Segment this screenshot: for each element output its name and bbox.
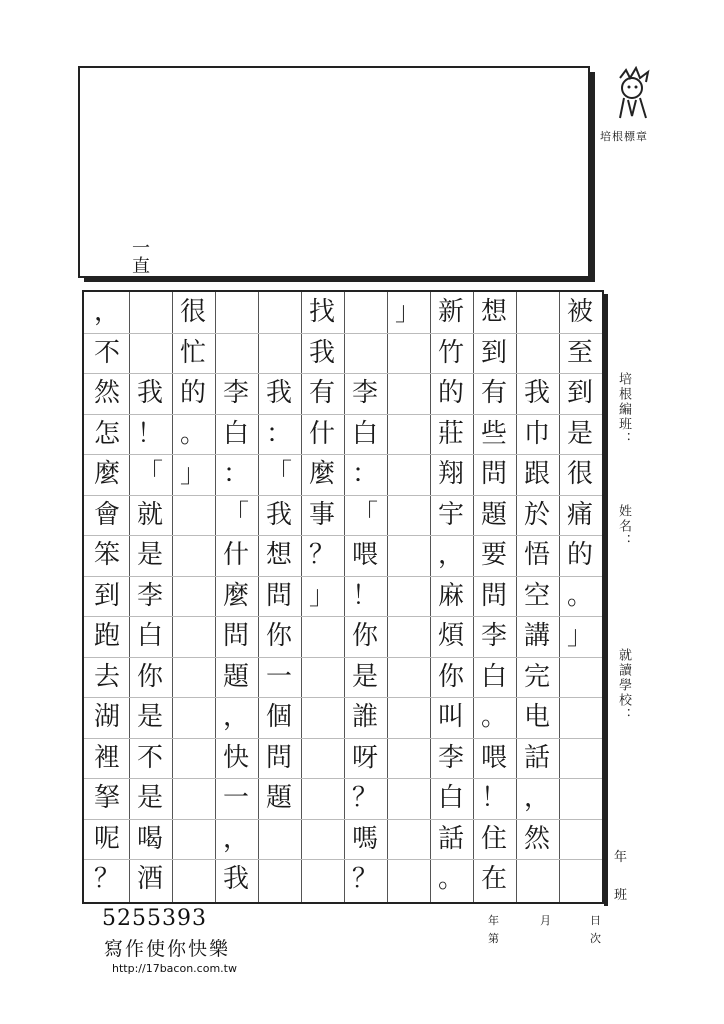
grid-cell <box>172 576 214 617</box>
order-prefix-label: 第 <box>488 932 499 945</box>
grid-cell: 」 <box>308 580 335 611</box>
row-divider <box>84 657 602 658</box>
grid-cell: 到 <box>480 337 507 368</box>
essay-column <box>172 292 214 900</box>
grid-cell: 莊 <box>437 418 464 449</box>
grid-cell: 煩 <box>437 621 464 652</box>
grid-cell: 我 <box>222 864 249 895</box>
grid-cell <box>172 616 214 657</box>
grid-cell <box>387 373 429 414</box>
row-divider <box>84 819 602 820</box>
grid-cell: 李 <box>351 378 378 409</box>
grid-cell: 被 <box>566 297 593 328</box>
grid-cell: ： <box>351 459 378 490</box>
grid-cell <box>344 333 386 374</box>
grid-cell: 個 <box>265 702 292 733</box>
grid-cell: 事 <box>308 499 335 530</box>
grid-cell: 拏 <box>93 783 120 814</box>
grid-cell: 在 <box>480 864 507 895</box>
bacon-stamp-icon <box>610 66 658 122</box>
grid-cell: 白 <box>437 783 464 814</box>
row-divider <box>84 454 602 455</box>
top-note-box <box>78 66 590 278</box>
margin-note: 一直 <box>129 238 150 274</box>
essay-column <box>430 292 472 900</box>
grid-cell: 李 <box>136 580 163 611</box>
grid-cell: 我 <box>308 337 335 368</box>
grid-cell: 於 <box>523 499 550 530</box>
grid-cell: 我 <box>265 499 292 530</box>
grid-cell <box>387 616 429 657</box>
grid-cell <box>559 657 601 698</box>
grid-cell: 」 <box>566 621 593 652</box>
grid-cell: 至 <box>566 337 593 368</box>
grid-cell: 白 <box>136 621 163 652</box>
grid-cell: ， <box>523 783 550 814</box>
grid-cell: 怎 <box>93 418 120 449</box>
grid-cell <box>301 859 343 900</box>
grid-cell: ！ <box>480 783 507 814</box>
grid-cell <box>172 495 214 536</box>
grid-cell: 一 <box>265 661 292 692</box>
grid-cell: 悟 <box>523 540 550 571</box>
row-divider <box>84 495 602 496</box>
grid-cell: ： <box>222 459 249 490</box>
grid-cell <box>559 738 601 779</box>
essay-column <box>473 292 515 900</box>
grid-cell: 翔 <box>437 459 464 490</box>
grid-cell <box>516 859 558 900</box>
grid-cell: 題 <box>265 783 292 814</box>
row-divider <box>84 333 602 334</box>
grid-cell: 的 <box>179 378 206 409</box>
grid-cell <box>215 333 257 374</box>
grid-cell: 些 <box>480 418 507 449</box>
grid-cell <box>301 697 343 738</box>
grid-cell: 問 <box>265 742 292 773</box>
grid-cell <box>129 333 171 374</box>
grid-cell: 是 <box>566 418 593 449</box>
grid-cell: 快 <box>222 742 249 773</box>
grid-cell: 「 <box>351 499 378 530</box>
grid-cell: 湖 <box>93 702 120 733</box>
essay-column <box>129 292 171 900</box>
name-label: 姓名： <box>616 504 631 549</box>
grid-cell: 「 <box>136 459 163 490</box>
grid-cell: 麻 <box>437 580 464 611</box>
grid-cell: 我 <box>523 378 550 409</box>
grid-cell <box>387 697 429 738</box>
essay-column <box>387 292 429 900</box>
grid-cell: 講 <box>523 621 550 652</box>
grid-cell: 很 <box>179 297 206 328</box>
grid-cell: 的 <box>437 378 464 409</box>
grid-cell: 「 <box>222 499 249 530</box>
grid-cell <box>387 454 429 495</box>
grid-cell <box>258 292 300 333</box>
grid-cell: 話 <box>437 823 464 854</box>
grid-cell: 嗎 <box>351 823 378 854</box>
grid-cell: 要 <box>480 540 507 571</box>
grid-cell: 喝 <box>136 823 163 854</box>
row-divider <box>84 859 602 860</box>
row-divider <box>84 576 602 577</box>
grid-cell: 然 <box>93 378 120 409</box>
grid-cell: ， <box>222 823 249 854</box>
grid-cell: ？ <box>93 864 120 895</box>
grid-cell <box>344 292 386 333</box>
grid-cell: 笨 <box>93 540 120 571</box>
grid-cell: 白 <box>351 418 378 449</box>
grid-cell: 麼 <box>222 580 249 611</box>
grid-cell: 找 <box>308 297 335 328</box>
grid-cell: 是 <box>136 783 163 814</box>
grid-cell: 李 <box>480 621 507 652</box>
grid-cell: 白 <box>480 661 507 692</box>
grid-cell: 你 <box>136 661 163 692</box>
grid-cell: 一 <box>222 783 249 814</box>
grid-cell: ： <box>265 418 292 449</box>
grid-cell: 到 <box>566 378 593 409</box>
grid-cell: 是 <box>136 702 163 733</box>
essay-column <box>344 292 386 900</box>
order-suffix-label: 次 <box>590 932 601 945</box>
grid-shadow-right <box>604 294 608 906</box>
grid-cell: 」 <box>179 459 206 490</box>
grid-cell: 就 <box>136 499 163 530</box>
grid-cell <box>387 657 429 698</box>
grid-cell: 是 <box>351 661 378 692</box>
grid-cell <box>215 292 257 333</box>
grid-cell: 去 <box>93 661 120 692</box>
grid-cell: 宇 <box>437 499 464 530</box>
grid-cell: 問 <box>265 580 292 611</box>
grid-cell <box>387 495 429 536</box>
grid-cell <box>387 819 429 860</box>
grid-cell <box>516 292 558 333</box>
class-suffix-label: 班 <box>614 888 628 903</box>
grid-cell: 」 <box>394 297 421 328</box>
grid-cell <box>387 859 429 900</box>
grid-cell: ？ <box>308 540 335 571</box>
grid-cell <box>387 738 429 779</box>
grid-cell <box>301 778 343 819</box>
grid-cell <box>172 657 214 698</box>
grid-cell: 你 <box>437 661 464 692</box>
grid-cell: 麼 <box>93 459 120 490</box>
row-divider <box>84 697 602 698</box>
grid-cell: 住 <box>480 823 507 854</box>
grid-cell <box>258 859 300 900</box>
grid-cell <box>387 576 429 617</box>
date-year-label: 年 <box>488 914 499 927</box>
class-label: 培根編班： <box>616 372 631 447</box>
grid-cell <box>387 535 429 576</box>
grid-cell: 不 <box>136 742 163 773</box>
grid-cell <box>172 778 214 819</box>
grid-cell <box>258 333 300 374</box>
grid-cell: ？ <box>351 864 378 895</box>
row-divider <box>84 778 602 779</box>
grid-cell: 的 <box>566 540 593 571</box>
essay-column <box>215 292 257 900</box>
grid-cell: 是 <box>136 540 163 571</box>
grid-cell: 电 <box>523 702 550 733</box>
grid-cell: 誰 <box>351 702 378 733</box>
grid-cell: 叫 <box>437 702 464 733</box>
grid-cell: 喂 <box>480 742 507 773</box>
top-box-shadow-bottom <box>84 278 595 282</box>
date-day-label: 日 <box>590 914 601 927</box>
year-label: 年 <box>614 850 628 865</box>
grid-cell: 想 <box>480 297 507 328</box>
grid-cell: 題 <box>480 499 507 530</box>
grid-cell: 你 <box>265 621 292 652</box>
stamp-label: 培根標章 <box>600 130 648 143</box>
grid-cell: 我 <box>265 378 292 409</box>
grid-cell <box>559 819 601 860</box>
grid-cell: 酒 <box>136 864 163 895</box>
grid-cell: 痛 <box>566 499 593 530</box>
school-label: 就讀學校： <box>616 648 631 723</box>
row-divider <box>84 738 602 739</box>
grid-cell: 巾 <box>523 418 550 449</box>
essay-column <box>86 292 128 900</box>
grid-cell <box>516 333 558 374</box>
grid-cell: 會 <box>93 499 120 530</box>
grid-cell: 什 <box>222 540 249 571</box>
grid-cell <box>172 859 214 900</box>
grid-cell: 裡 <box>93 742 120 773</box>
grid-cell: 問 <box>222 621 249 652</box>
row-divider <box>84 373 602 374</box>
grid-cell: ！ <box>136 418 163 449</box>
grid-cell: 你 <box>351 621 378 652</box>
essay-column <box>559 292 601 900</box>
grid-cell: 呢 <box>93 823 120 854</box>
grid-cell <box>387 333 429 374</box>
grid-cell: 呀 <box>351 742 378 773</box>
grid-cell: 喂 <box>351 540 378 571</box>
grid-cell <box>301 657 343 698</box>
grid-cell <box>301 616 343 657</box>
grid-cell: 白 <box>222 418 249 449</box>
grid-cell: 。 <box>179 418 206 449</box>
grid-cell: 問 <box>480 580 507 611</box>
grid-cell: 很 <box>566 459 593 490</box>
essay-code: 5255393 <box>102 906 207 931</box>
grid-cell: 完 <box>523 661 550 692</box>
row-divider <box>84 616 602 617</box>
essay-column <box>258 292 300 900</box>
grid-cell: 問 <box>480 459 507 490</box>
grid-cell: ， <box>437 540 464 571</box>
top-box-shadow <box>590 72 595 282</box>
grid-cell <box>258 819 300 860</box>
grid-cell: 竹 <box>437 337 464 368</box>
grid-cell <box>172 819 214 860</box>
grid-cell: 李 <box>437 742 464 773</box>
grid-cell: 話 <box>523 742 550 773</box>
grid-cell: 。 <box>437 864 464 895</box>
grid-cell: 麼 <box>308 459 335 490</box>
grid-cell <box>387 778 429 819</box>
grid-cell: 我 <box>136 378 163 409</box>
grid-cell <box>559 859 601 900</box>
grid-cell: 李 <box>222 378 249 409</box>
grid-cell: 空 <box>523 580 550 611</box>
grid-cell <box>387 414 429 455</box>
brand-url: http://17bacon.com.tw <box>112 962 237 975</box>
grid-cell <box>301 819 343 860</box>
grid-cell: 到 <box>93 580 120 611</box>
grid-cell: ， <box>93 297 120 328</box>
brand-slogan: 寫作使你快樂 <box>104 938 231 960</box>
row-divider <box>84 535 602 536</box>
grid-cell: 忙 <box>179 337 206 368</box>
grid-cell: 新 <box>437 297 464 328</box>
grid-cell <box>172 535 214 576</box>
grid-cell: 「 <box>265 459 292 490</box>
grid-cell: 題 <box>222 661 249 692</box>
grid-cell <box>559 778 601 819</box>
date-month-label: 月 <box>540 914 551 927</box>
grid-cell <box>172 738 214 779</box>
grid-cell: 。 <box>566 580 593 611</box>
grid-cell: ？ <box>351 783 378 814</box>
row-divider <box>84 414 602 415</box>
grid-cell: ， <box>222 702 249 733</box>
essay-column <box>301 292 343 900</box>
grid-cell: 跑 <box>93 621 120 652</box>
grid-cell: 不 <box>93 337 120 368</box>
grid-cell: ！ <box>351 580 378 611</box>
grid-cell: 跟 <box>523 459 550 490</box>
grid-cell: 有 <box>308 378 335 409</box>
essay-column <box>516 292 558 900</box>
grid-cell: 。 <box>480 702 507 733</box>
grid-cell: 有 <box>480 378 507 409</box>
grid-cell <box>129 292 171 333</box>
grid-cell <box>172 697 214 738</box>
grid-cell <box>559 697 601 738</box>
grid-cell: 想 <box>265 540 292 571</box>
grid-cell <box>301 738 343 779</box>
grid-cell: 然 <box>523 823 550 854</box>
grid-cell: 什 <box>308 418 335 449</box>
